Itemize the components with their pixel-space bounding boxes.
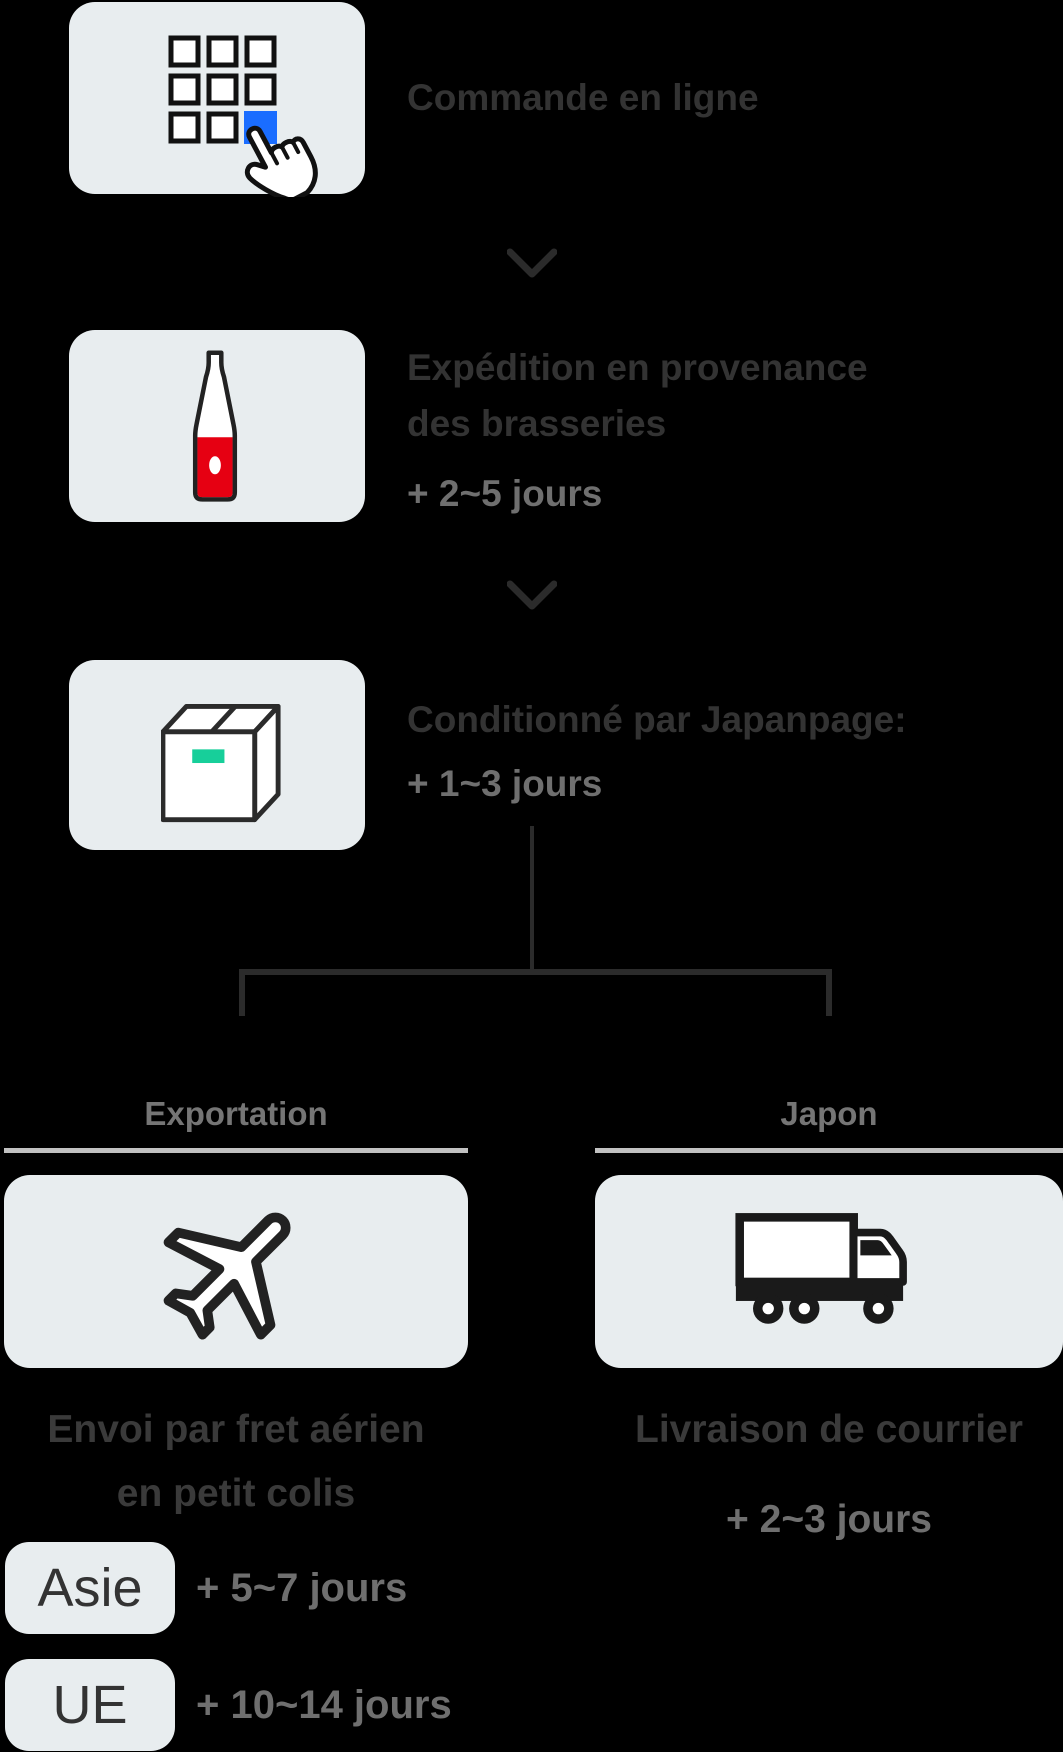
region-badge-ue	[5, 1659, 175, 1751]
chevron-down-icon	[507, 248, 557, 278]
step2-title-line2: des brasseries	[407, 403, 667, 444]
japan-days: + 2~3 jours	[726, 1498, 932, 1541]
hand-cursor-icon	[230, 111, 325, 197]
export-icon-panel	[4, 1175, 468, 1368]
chevron-down-icon	[507, 580, 557, 610]
step2-days: + 2~5 jours	[407, 473, 603, 514]
connector-drop-left	[239, 969, 245, 1016]
connector-drop-right	[826, 969, 832, 1016]
column-label-export: Exportation	[144, 1095, 328, 1132]
package-box-icon	[161, 704, 283, 824]
column-underline-right	[595, 1148, 1063, 1153]
sake-bottle-icon	[188, 350, 242, 503]
box-label	[192, 749, 224, 763]
column-label-japan: Japon	[780, 1095, 878, 1132]
connector-bar	[239, 969, 832, 975]
truck-icon	[734, 1209, 924, 1334]
connector-stem	[530, 826, 534, 969]
step2-title	[407, 340, 868, 522]
region-badge-asie	[5, 1542, 175, 1634]
step3-days: + 1~3 jours	[407, 763, 603, 804]
asie-days: + 5~7 jours	[196, 1566, 408, 1610]
step1-icon-panel	[69, 2, 365, 194]
step2-title-line1: Expédition en provenance	[407, 347, 868, 388]
step3-title	[407, 692, 907, 812]
ue-days: + 10~14 jours	[196, 1683, 452, 1727]
step3-title-line1: Conditionné par Japanpage:	[407, 699, 907, 740]
region-badge-ue-label: UE	[52, 1675, 128, 1735]
step2-icon-panel	[69, 330, 365, 522]
japan-caption: Livraison de courrier	[635, 1408, 1023, 1451]
airplane-icon	[154, 1189, 319, 1354]
export-caption-line1: Envoi par fret aérien	[47, 1408, 425, 1451]
column-underline-left	[4, 1148, 468, 1153]
grid-icon	[168, 35, 328, 197]
step3-icon-panel	[69, 660, 365, 850]
region-badge-asie-label: Asie	[37, 1558, 143, 1618]
export-caption	[4, 1398, 468, 1526]
step1-title: Commande en ligne	[407, 77, 759, 118]
export-caption-line2: en petit colis	[116, 1472, 356, 1515]
japan-icon-panel	[595, 1175, 1063, 1368]
